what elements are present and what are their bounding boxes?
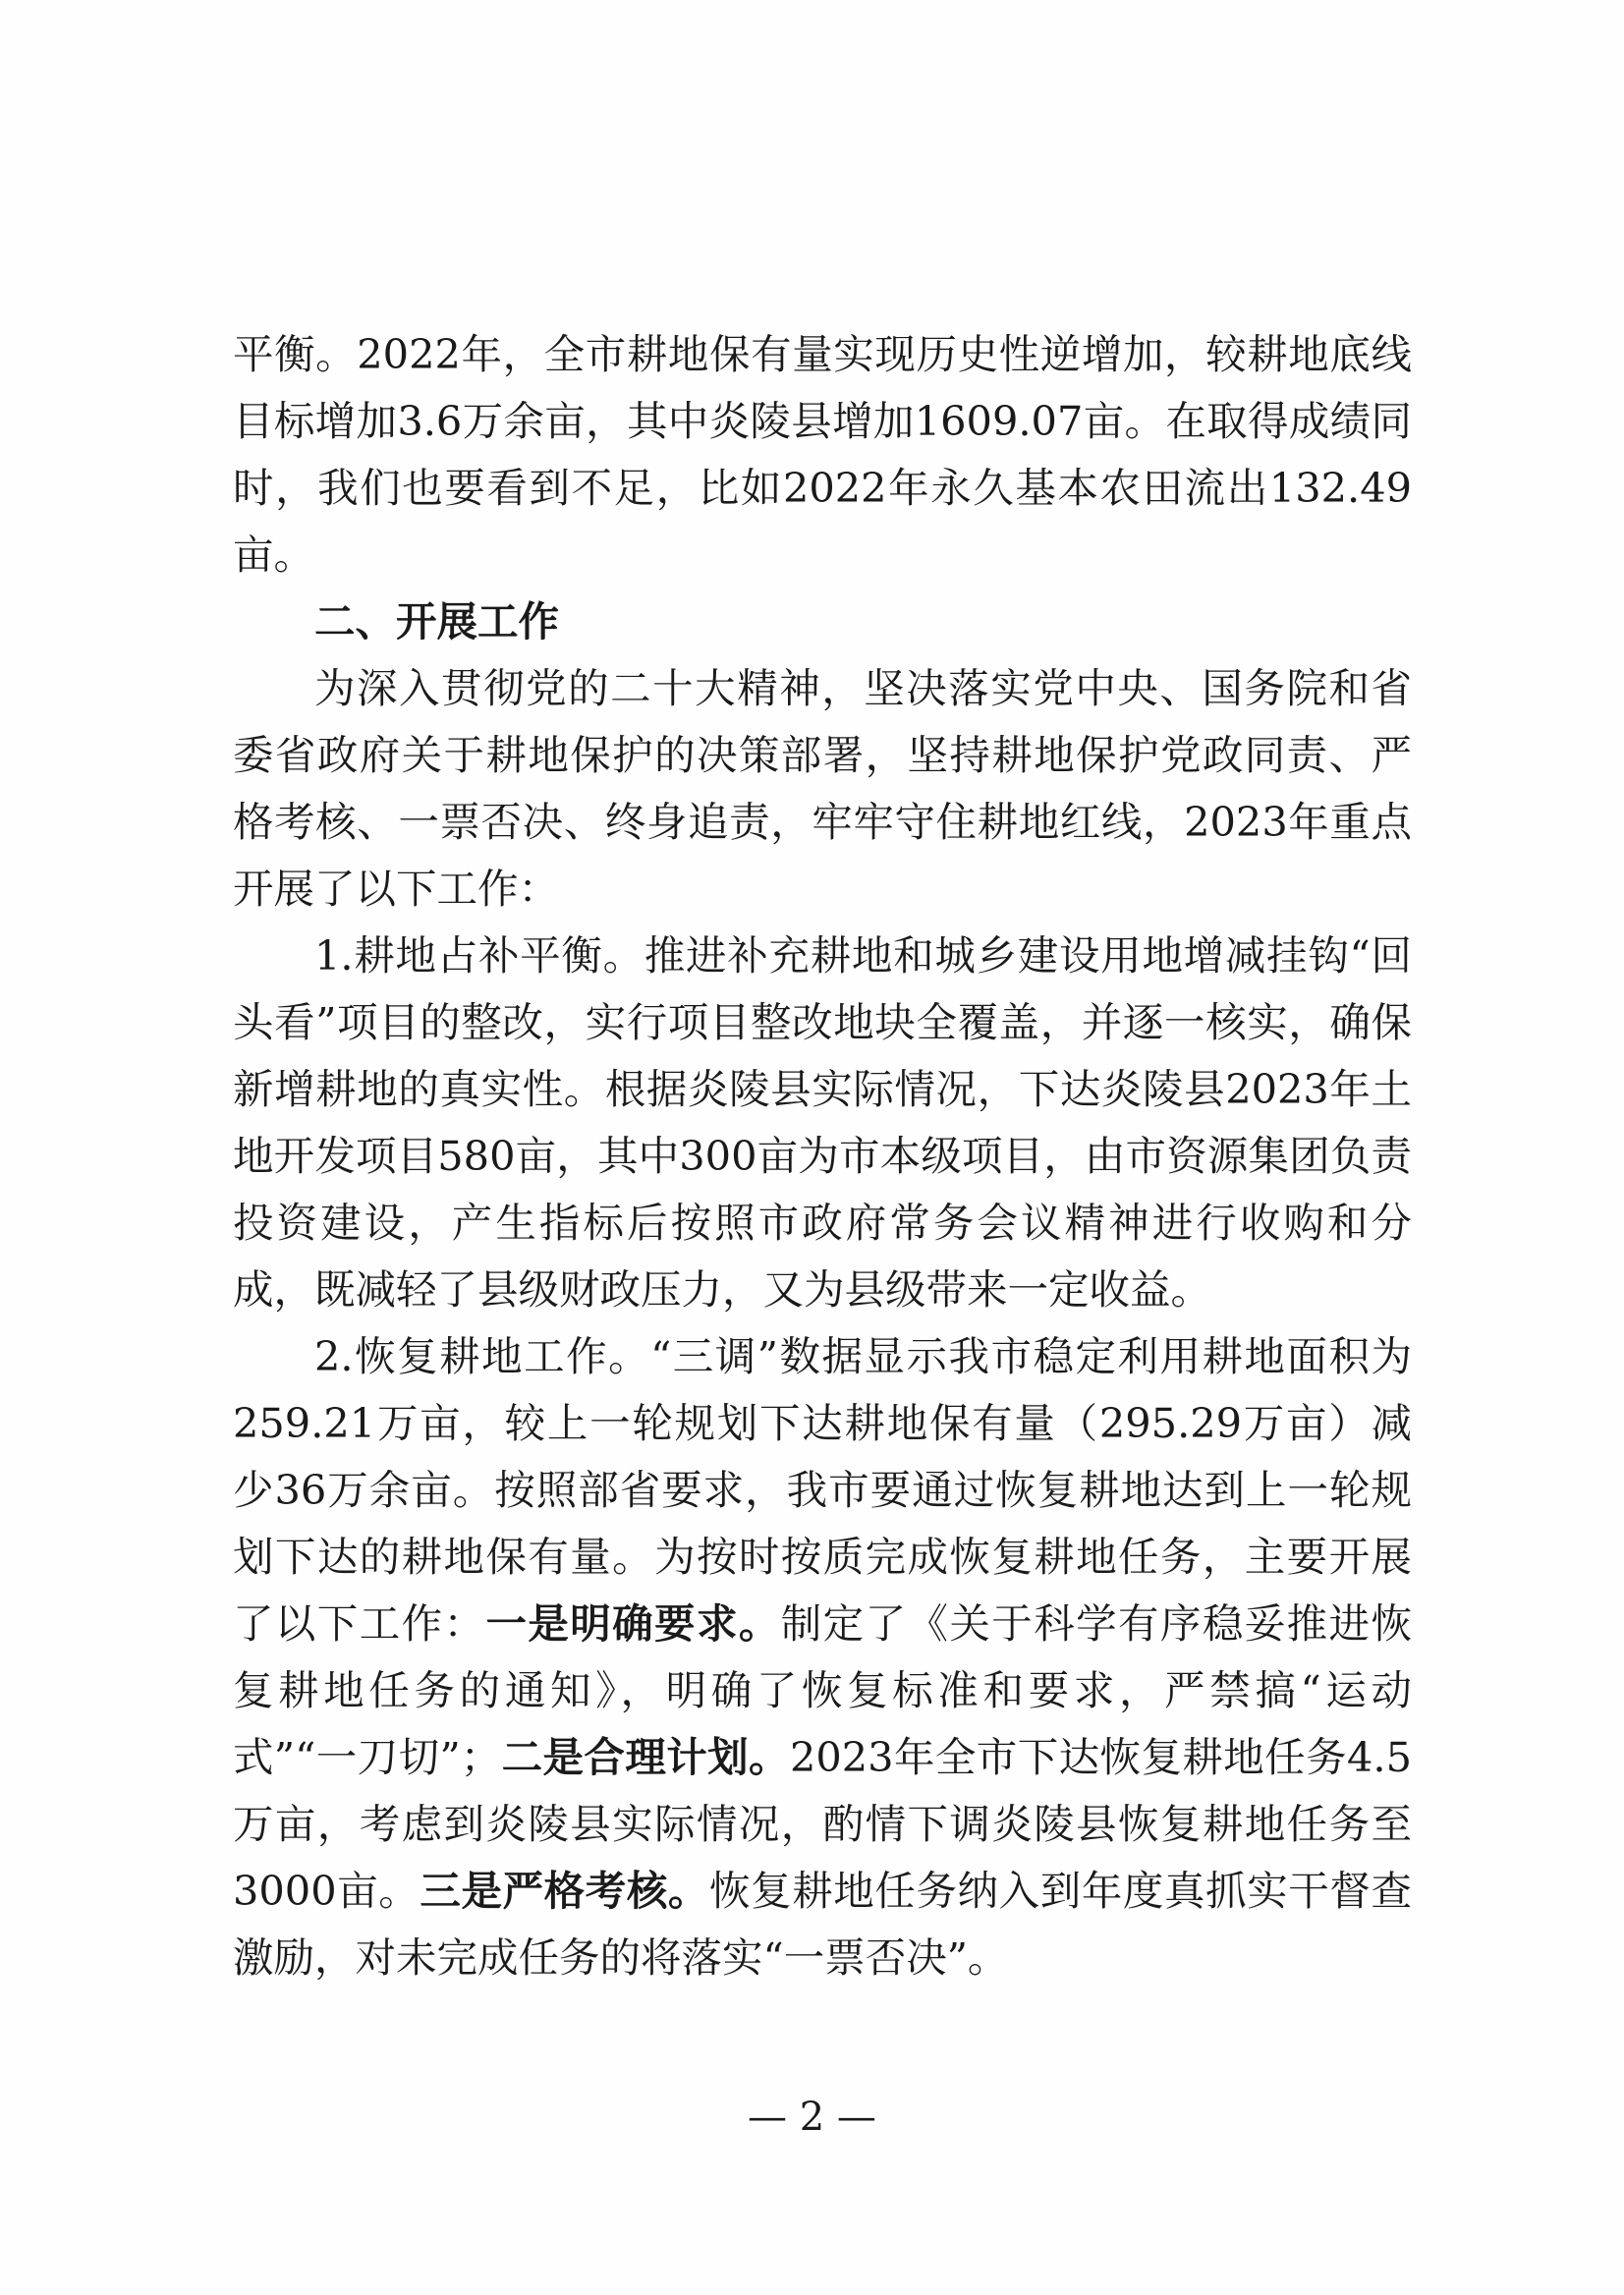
page-number: — 2 — (748, 2095, 876, 2140)
point-one-heading: 一是明确要求。 (485, 1599, 781, 1648)
point-three-heading: 三是严格考核。 (420, 1867, 710, 1915)
paragraph-3-text: 推进补充耕地和城乡建设用地增减挂钩“回头看”项目的整改，实行项目整改地块全覆盖，并逐一核实，确保新增耕地的真实性。根据炎陵县实际情况，下达炎陵县2023年土地开发项目580亩，其中300亩为市本级项目，由市资源集团负责投资建设，产生指标后按照市政府常务会议精神进行收购和分成，既减轻了县级财政压力，又为县级带来一定收益。 (233, 931, 1412, 1314)
paragraph-3-lead: 1.耕地占补平衡。 (314, 931, 644, 980)
paragraph-3 (233, 923, 1412, 1323)
paragraph-4 (233, 1323, 1412, 1991)
paragraph-4-text-2: 制定了《关于科学有序稳妥推进恢复耕地任务的通知》，明确了恢复标准和要求，严禁搞“运动式”“一刀切”； (233, 1599, 1412, 1781)
paragraph-4-text-1: “三调”数据显示我市稳定利用耕地面积为259.21万亩，较上一轮规划下达耕地保有量（295.29万亩）减少36万余亩。按照部省要求，我市要通过恢复耕地达到上一轮规划下达的耕地保有量。为按时按质完成恢复耕地任务，主要开展了以下工作： (233, 1332, 1412, 1648)
section-heading-2: 二、开展工作 (314, 597, 560, 645)
body-text (233, 321, 1412, 1991)
paragraph-4-lead: 2.恢复耕地工作。 (314, 1332, 651, 1380)
paragraph-1: 平衡。2022年，全市耕地保有量实现历史性逆增加，较耕地底线目标增加3.6万余亩，其中炎陵县增加1609.07亩。在取得成绩同时，我们也要看到不足，比如2022年永久基本农田流出132.49亩。 (233, 330, 1412, 579)
point-two-heading: 二是合理计划。 (501, 1733, 790, 1781)
paragraph-4-text-4: 恢复耕地任务纳入到年度真抓实干督查激励，对未完成任务的将落实“一票否决”。 (233, 1867, 1412, 1982)
paragraph-4-text-3: 2023年全市下达恢复耕地任务4.5万亩，考虑到炎陵县实际情况，酌情下调炎陵县恢复耕地任务至3000亩。 (233, 1733, 1412, 1915)
paragraph-2: 为深入贯彻党的二十大精神，坚决落实党中央、国务院和省委省政府关于耕地保护的决策部署，坚持耕地保护党政同责、严格考核、一票否决、终身追责，牢牢守住耕地红线，2023年重点开展了以下工作： (233, 664, 1412, 913)
